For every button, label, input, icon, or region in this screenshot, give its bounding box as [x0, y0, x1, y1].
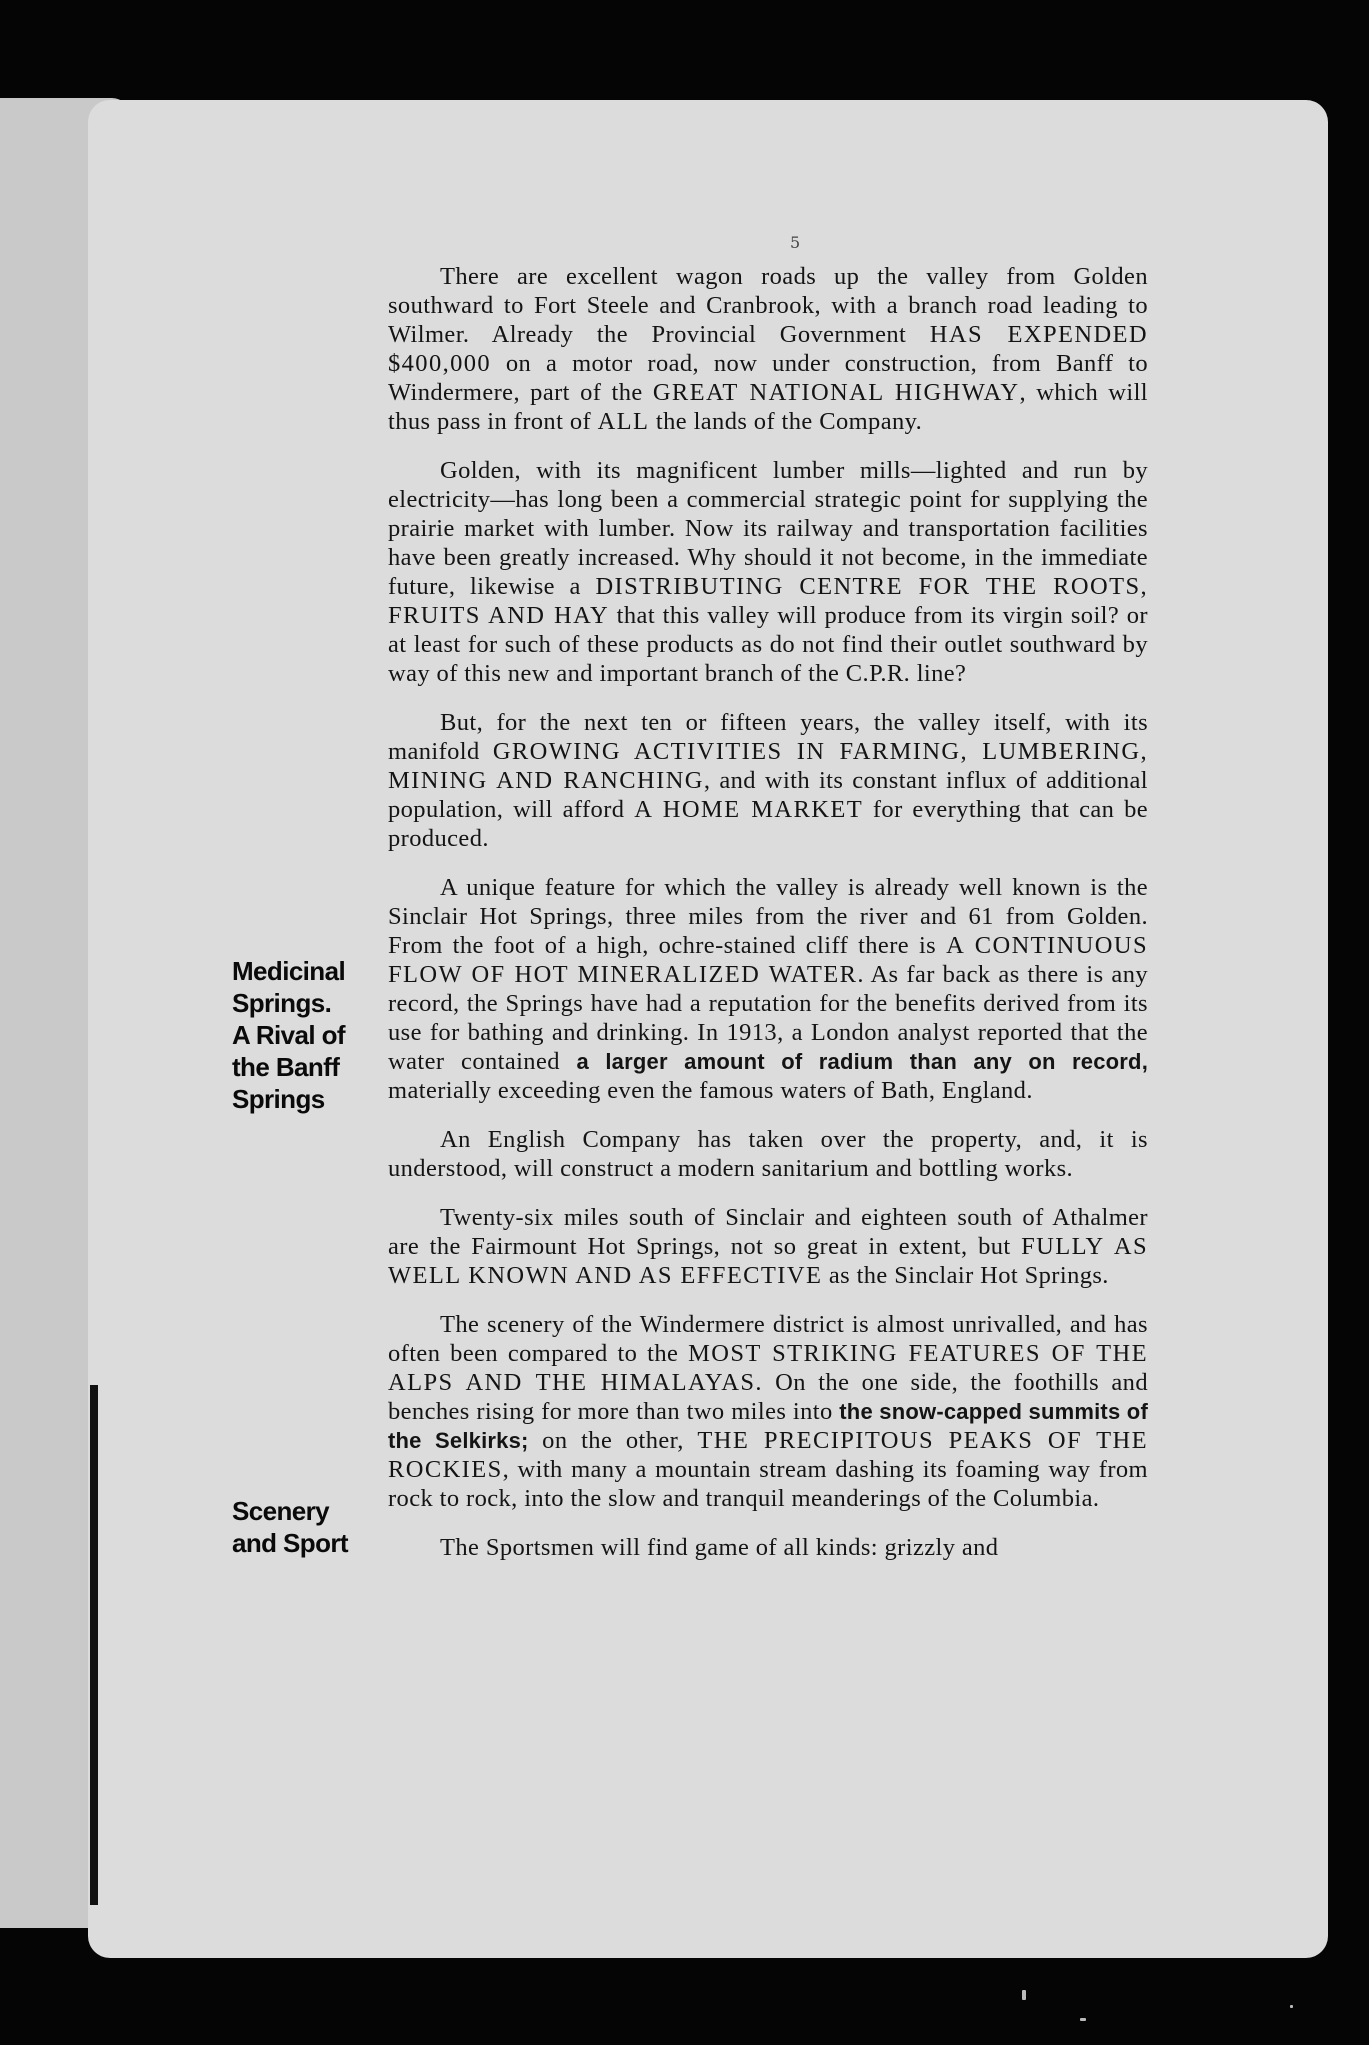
text-run: Twenty-six miles south of Sinclair and eighteen south of Athalmer are the Fairmount Hot Springs, not so great in extent, but [388, 1204, 1148, 1260]
paragraph-english-company [388, 1125, 1148, 1183]
text-run: , and with its constant influx of additional population, will afford [388, 767, 1148, 823]
sidenote-line: Medicinal [232, 956, 346, 986]
text-run: On the one side, the foothills and benches rising for more than two miles into [388, 1369, 1148, 1425]
text-run: for everything that can be produced. [388, 796, 1149, 852]
page-number: 5 [790, 233, 801, 252]
sidenote-line: Springs. [232, 988, 332, 1018]
text-run: the lands of the Company. [649, 408, 923, 435]
paragraph-sportsmen [388, 1533, 1148, 1562]
text-run: An English Company has taken over the property, and, it is understood, will construct a modern sanitarium and bottling works. [388, 1126, 1148, 1182]
body-text [388, 262, 1148, 1582]
emphasis-caps: HAS EXPENDED $400,000 [388, 321, 1149, 377]
emphasis-caps: GROWING ACTIVITIES IN FARMING, LUMBERING, MINING AND RANCHING [388, 738, 1148, 794]
text-run: as the Sinclair Hot Springs. [822, 1262, 1109, 1289]
text-run: on the other, [528, 1427, 698, 1454]
paragraph-fairmount-springs [388, 1203, 1148, 1290]
text-run: A unique feature for which the valley is already well known is the Sinclair Hot Springs, three miles from the river and 61 from Golden. From the foot of a high, ochre-stained cliff there is [388, 874, 1148, 959]
emphasis-caps: THE PRECIPITOUS PEAKS OF THE ROCKIES [388, 1427, 1148, 1483]
text-run: The Sportsmen will find game of all kinds: grizzly and [440, 1534, 999, 1561]
emphasis-caps: DISTRIBUTING CENTRE FOR THE ROOTS, FRUITS AND HAY [388, 573, 1148, 629]
paragraph-sinclair-springs [388, 873, 1148, 1105]
paragraph-scenery [388, 1310, 1148, 1513]
sidenote-line: A Rival of [232, 1020, 345, 1050]
sidenote-medicinal-springs [232, 955, 372, 1115]
emphasis-caps: A CONTINUOUS FLOW OF HOT MINERALIZED WATER [388, 932, 1148, 988]
text-run: on a motor road, now under construction, from Banff to Windermere, part of the [388, 350, 1148, 406]
emphasis-caps: A HOME MARKET [634, 796, 864, 823]
text-run: There are excellent wagon roads up the valley from Golden southward to Fort Steele and Cranbrook, with a branch road leading to Wilmer. Already the Provincial Government [388, 263, 1148, 348]
emphasis-bold: a larger amount of radium than any on record, [576, 1049, 1149, 1074]
paragraph-home-market [388, 708, 1148, 853]
paragraph-roads [388, 262, 1148, 436]
sidenote-line: Scenery [232, 1496, 329, 1526]
sidenote-scenery-and-sport [232, 1495, 372, 1559]
text-run: materially exceeding even the famous waters of Bath, England. [388, 1077, 1033, 1104]
paragraph-golden [388, 456, 1148, 688]
binding-line [90, 1385, 98, 1905]
sidenote-line: Springs [232, 1084, 325, 1114]
scan-speck [1022, 1990, 1026, 2000]
text-run: The scenery of the Windermere district is almost unrivalled, and has often been compared to the [388, 1311, 1148, 1367]
emphasis-caps: MOST STRIKING FEATURES OF THE ALPS AND THE HIMALAYAS. [388, 1340, 1149, 1396]
text-run: , which will thus pass in front of [388, 379, 1149, 435]
emphasis-caps: FULLY AS WELL KNOWN AND AS EFFECTIVE [388, 1233, 1148, 1289]
text-run: But, for the next ten or fifteen years, the valley itself, with its manifold [388, 709, 1148, 765]
sidenote-line: the Banff [232, 1052, 340, 1082]
emphasis-caps: ALL [597, 408, 650, 435]
emphasis-caps: GREAT NATIONAL HIGHWAY [652, 379, 1020, 406]
text-run: that this valley will produce from its virgin soil? or at least for such of these products as do not find their outlet southward by way of this new and important branch of the C.P.R. line? [388, 602, 1148, 687]
scan-speck [1290, 2005, 1293, 2008]
emphasis-bold: the snow-capped summits of the Selkirks; [388, 1399, 1148, 1453]
sidenote-line: and Sport [232, 1528, 348, 1558]
scan-speck [1080, 2018, 1086, 2021]
text-run: , with many a mountain stream dashing its foaming way from rock to rock, into the slow and tranquil meanderings of the Columbia. [388, 1456, 1148, 1512]
text-run: . As far back as there is any record, the Springs have had a reputation for the benefits derived from its use for bathing and drinking. In 1913, a London analyst reported that the water contained [388, 961, 1148, 1075]
text-run: Golden, with its magnificent lumber mills—lighted and run by electricity—has long been a commercial strategic point for supplying the prairie market with lumber. Now its railway and transportation facilities have been greatly increased. Why should it not become, in the immediate future, likewise a [388, 457, 1148, 600]
